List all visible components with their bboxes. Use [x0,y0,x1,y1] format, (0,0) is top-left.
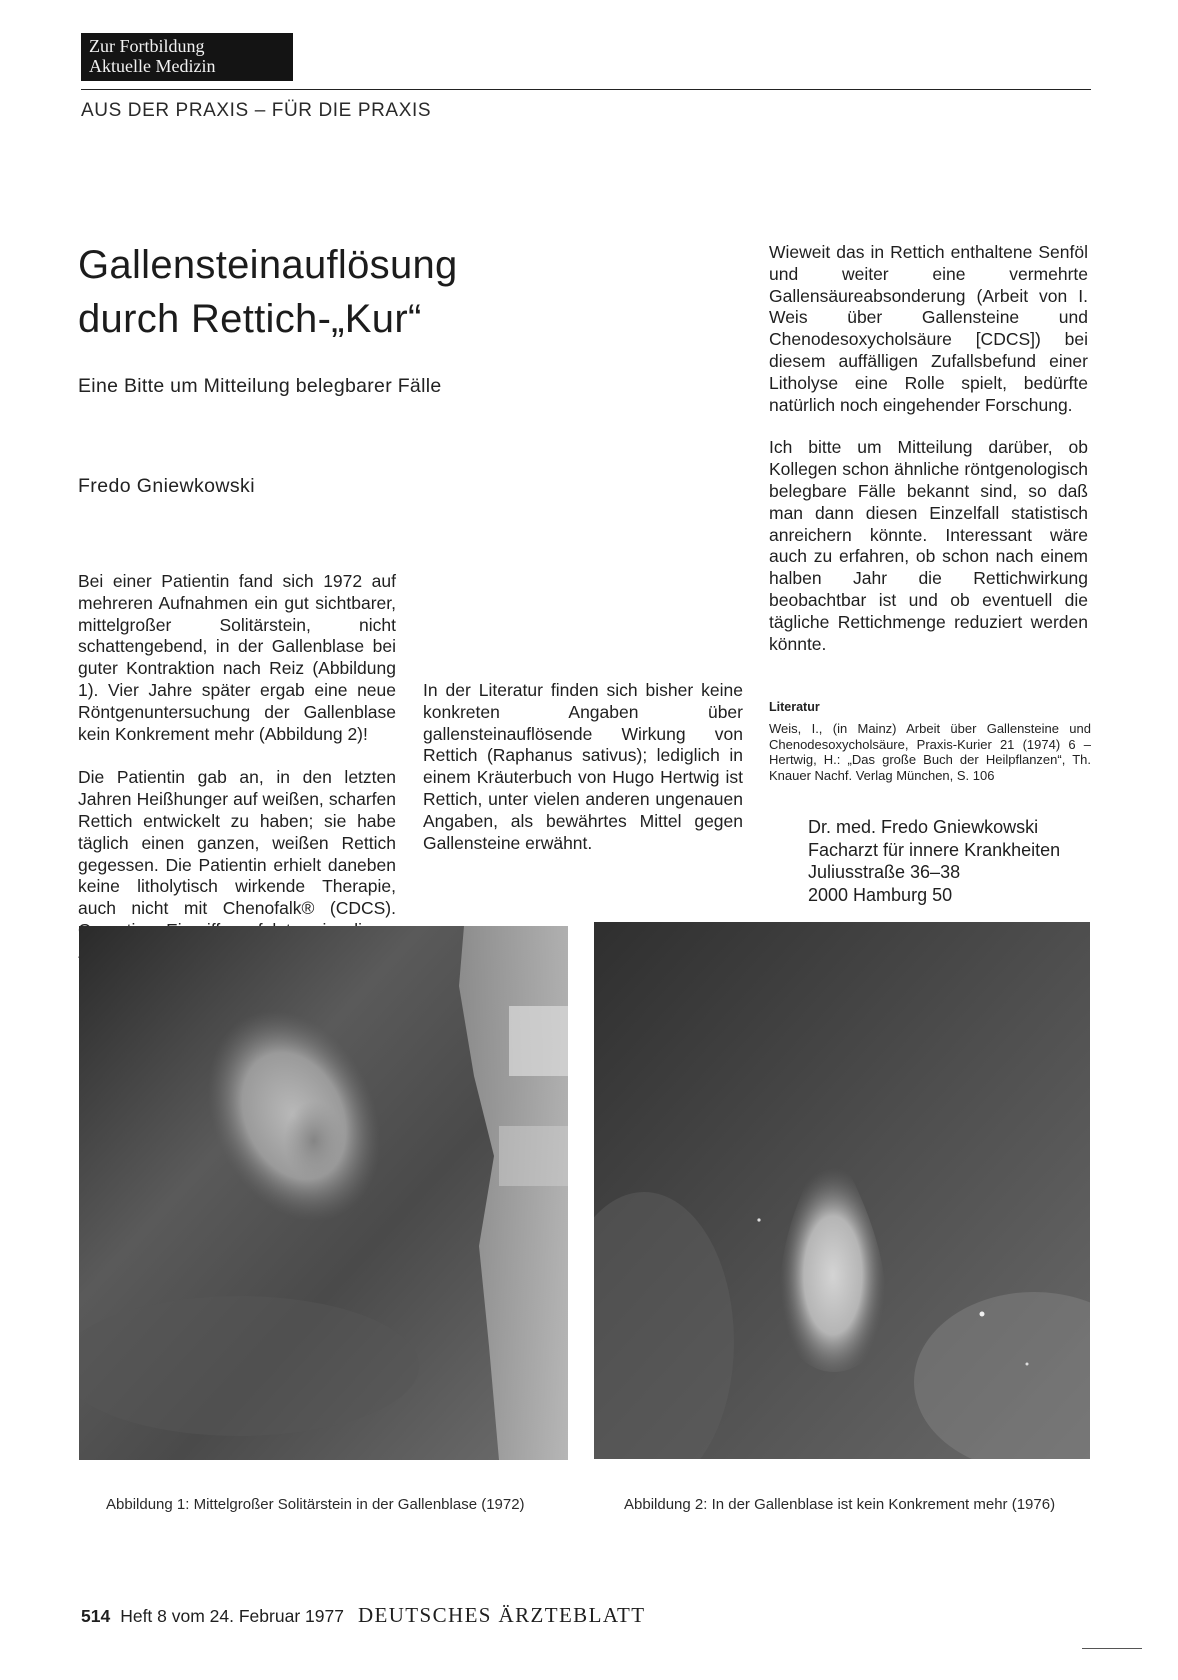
paragraph: Ich bitte um Mitteilung darüber, ob Kollegen schon ähnliche röntgenologisch belegbare Fälle bekannt sind, so daß man dann diesen Einzelfall statistisch anreichern könnte. Interessant wäre auch zu erfahren, ob schon nach einem halben Jahr die Rettichwirkung beobachtbar ist und ob eventuell die tägliche Rettichmenge reduziert werden könnte. [769,437,1088,654]
header-rule [81,89,1091,90]
figure-caption-2: Abbildung 2: In der Gallenblase ist kein Konkrement mehr (1976) [624,1496,1056,1513]
paragraph: In der Literatur finden sich bisher keine konkreten Angaben über gallensteinauflösende Wirkung von Rettich (Raphanus sativus); lediglich in einem Kräuterbuch von Hugo Hertwig ist Rettich, unter vielen anderen ungenauen Angaben, als bewährtes Mittel gegen Gallensteine erwähnt. [423,680,743,853]
paragraph: Wieweit das in Rettich enthaltene Senföl und weiter eine vermehrte Gallensäureabsonderung (Arbeit von I. Weis über Gallensteine und Chenodesoxycholsäure [CDCS]) bei diesem auffälligen Zufallsbefund einer Litholyse eine Rolle spielt, bedürfte natürlich noch eingehender Forschung. [769,242,1088,415]
text-column-2 [423,680,743,876]
rubric-badge [81,33,293,81]
issue-info: Heft 8 vom 24. Februar 1977 [120,1606,344,1626]
text-column-1 [78,571,396,986]
xray-image-1 [79,926,568,1460]
xray-figure-2 [594,922,1090,1459]
address-line: 2000 Hamburg 50 [808,884,953,905]
section-heading: AUS DER PRAXIS – FÜR DIE PRAXIS [81,100,432,121]
article-author: Fredo Gniewkowski [78,475,255,497]
page-footer [81,1603,646,1628]
paragraph: Die Patientin gab an, in den letzten Jahren Heißhunger auf weißen, scharfen Rettich entwickelt zu haben; sie habe täglich einen ganzen, weißen Rettich gegessen. Die Patientin erhielt daneben keine litholytisch wirkende Therapie, auch nicht mit Chenofalk® (CDCS). [78,767,396,919]
title-line-1: Gallensteinauflösung [78,243,458,287]
xray-figure-1 [79,926,568,1460]
journal-name: DEUTSCHES ÄRZTEBLATT [357,1603,646,1627]
article-title [78,238,458,346]
author-address [808,816,1060,906]
paragraph: Bei einer Patientin fand sich 1972 auf mehreren Aufnahmen ein gut sichtbarer, mittelgroßer Solitärstein, nicht schattengebend, in der Gallenblase bei guter Kontraktion nach Reiz (Abbildung 1). Vier Jahre später ergab eine neue Röntgenuntersuchung der Gallenblase kein Konkrement mehr (Abbildung 2)! [78,571,396,744]
address-line: Juliusstraße 36–38 [808,862,961,882]
badge-line-2: Aktuelle Medizin [89,56,216,76]
footer-rule [1082,1648,1142,1649]
page-number: 514 [81,1606,111,1626]
figure-caption-1: Abbildung 1: Mittelgroßer Solitärstein in der Gallenblase (1972) [106,1496,525,1513]
references-text: Weis, I., (in Mainz) Arbeit über Gallensteine und Chenodesoxycholsäure, Praxis-Kurier 21 (1974) 6 – Hertwig, H.: „Das große Buch der Heilpflanzen“, Th. Knauer Nachf. Verlag München, S. 106 [769,721,1091,783]
badge-line-1: Zur Fortbildung [89,36,205,56]
address-line: Facharzt für innere Krankheiten [808,839,1061,860]
article-subtitle: Eine Bitte um Mitteilung belegbarer Fälle [78,375,442,397]
address-line: Dr. med. Fredo Gniewkowski [808,817,1039,837]
references-heading: Literatur [769,700,820,714]
xray-image-2 [594,922,1090,1459]
title-line-2: durch Rettich-„Kur“ [78,297,422,341]
text-column-3 [769,242,1088,676]
